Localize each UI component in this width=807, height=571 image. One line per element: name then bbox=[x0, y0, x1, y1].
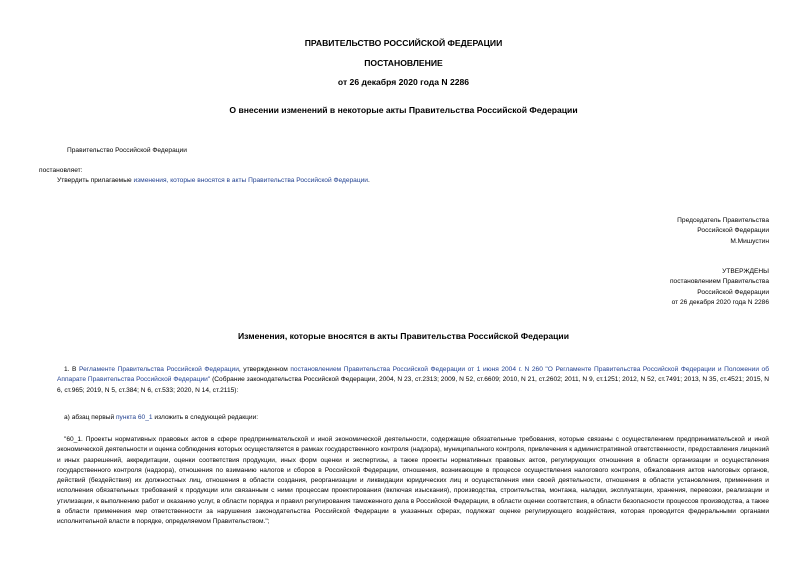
changes-title: Изменения, которые вносятся в акты Правительства Российской Федерации bbox=[237, 331, 569, 341]
signature-name: М.Мишустин bbox=[730, 237, 769, 245]
quoted-clause-text: "60_1. Проекты нормативных правовых актов в сфере предпринимательской и иной экономической деятельности, содержащие обязательные требования, которые связаны с осуществлением предпринимательской и иной экономической деятельности и оценка соблюдения которых осуществляется в рамках государственного контроля (надзора), муниципального контроля, привлечения к административной ответственности, предоставления лицензий и иных разрешений, аккредитации, оценки соответствия продукции, иных форм оценки и экспертизы, а также проекты нормативных правовых актов, регулирующих отношения в области организации и осуществления государственного контроля (надзора), отношения по взиманию налогов и сборов в Российской Федерации, отношения, возникающие в процессе осуществления налогового контроля, обжалования актов налоговых органов, действий (бездействия) их должностных лиц, отношения в области создания, реорганизации и ликвидации юридических лиц и осуществления ими своей деятельности, отношения в области установления, применения и исполнения обязательных требований к продукции или связанным с ними процессам проектирования (включая изыскания), производства, строительства, монтажа, наладки, эксплуатации, хранения, перевозки, реализации и утилизации, к выполнению работ и оказанию услуг, в области порядка и правил регулирования таможенного дела в Российской Федерации, в области оценки соответствия, в области безопасности процессов производства, а также в области применения мер ответственности за нарушения законодательства Российской Федерации в указанных сферах, подлежат оценке регулирующего воздействия, которая проводится федеральными органами исполнительной власти в порядке, определяемом Правительством."; bbox=[57, 436, 769, 526]
approve-suffix: . bbox=[367, 177, 370, 184]
signature-block bbox=[677, 216, 769, 247]
government-regulations-link[interactable]: Регламенте Правительства Российской Федерации bbox=[79, 366, 239, 373]
approval-country: Российской Федерации bbox=[697, 288, 769, 296]
change-item-1 bbox=[57, 365, 769, 396]
item1-mid: , утвержденном bbox=[238, 366, 291, 373]
signature-position: Председатель Правительства bbox=[677, 217, 769, 224]
sub-item-a bbox=[64, 413, 258, 423]
document-date-number: от 26 декабря 2020 года N 2286 bbox=[337, 77, 470, 87]
approval-by: постановлением Правительства bbox=[669, 278, 769, 286]
changes-link[interactable]: изменения, которые вносятся в акты Правительства Российской Федерации bbox=[133, 177, 368, 184]
approve-paragraph bbox=[57, 176, 370, 186]
signature-country: Российской Федерации bbox=[697, 227, 769, 235]
resolution-260-link[interactable]: постановлением Правительства Российской Федерации от 1 июня 2004 г. N 260 "О Регламенте Правительства Российской Федерации и Положении об Аппарате Правительства Российской Федерации" bbox=[57, 366, 770, 384]
intro-text: Правительство Российской Федерации bbox=[67, 147, 187, 154]
resolves-text: постановляет: bbox=[39, 167, 83, 174]
sub-a-prefix: а) абзац первый bbox=[64, 414, 116, 421]
item1-number: 1. В bbox=[64, 366, 80, 373]
government-name: ПРАВИТЕЛЬСТВО РОССИЙСКОЙ ФЕДЕРАЦИИ bbox=[304, 38, 503, 48]
clause-60-1-link[interactable]: пункта 60_1 bbox=[115, 414, 153, 421]
approval-status: УТВЕРЖДЕНЫ bbox=[722, 268, 769, 275]
document-type: ПОСТАНОВЛЕНИЕ bbox=[364, 58, 443, 68]
approval-block bbox=[670, 267, 769, 308]
item1-rest: (Собрание законодательства Российской Федерации, 2004, N 23, ст.2313; 2009, N 52, ст.6609; 2010, N 21, ст.2602; 2011, N 9, ст.1251; 2012, N 52, ст.7491; 2013, N 35, ст.4521; 2015, N 6, ст.965; 2019, N 5, ст.384; N 6, ст.533; 2020, N 14, ст.2115): bbox=[57, 376, 770, 394]
approval-date: от 26 декабря 2020 года N 2286 bbox=[671, 298, 769, 306]
approve-prefix: Утвердить прилагаемые bbox=[57, 177, 134, 184]
sub-a-suffix: изложить в следующей редакции: bbox=[152, 414, 259, 421]
document-title: О внесении изменений в некоторые акты Правительства Российской Федерации bbox=[229, 105, 578, 115]
